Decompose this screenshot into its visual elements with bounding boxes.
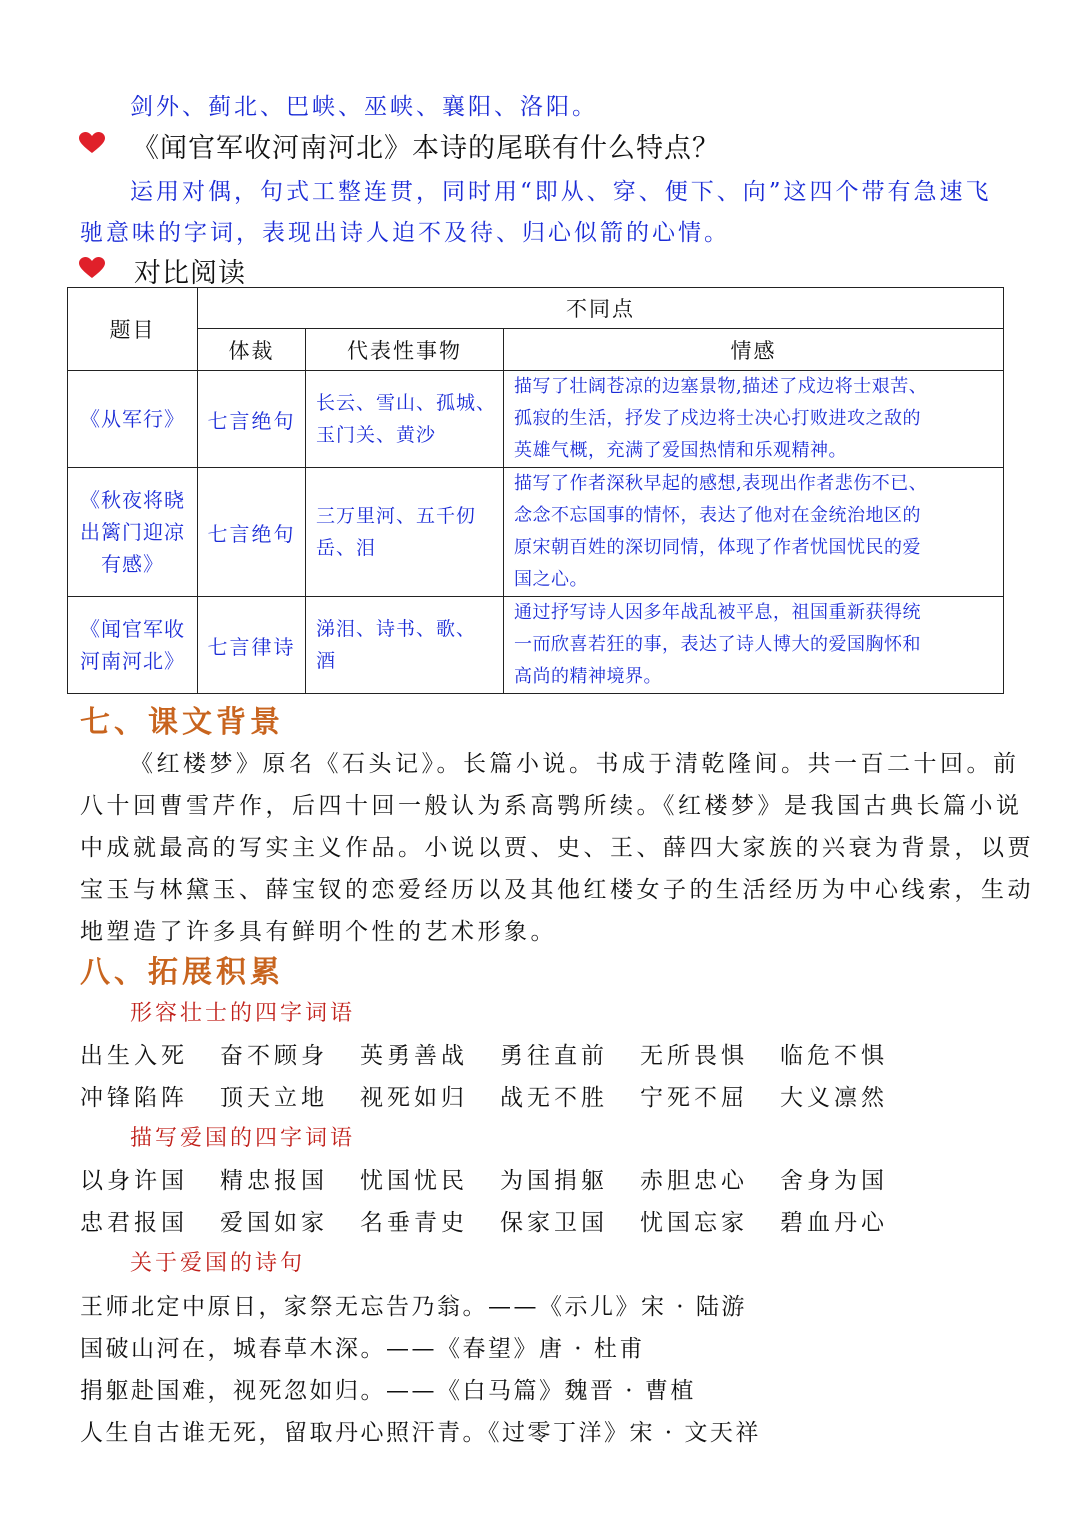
table-row: [68, 468, 1004, 597]
poem-items: 玉门关、黄沙: [316, 424, 437, 446]
idiom: 名垂青史: [360, 1210, 468, 1236]
paragraph-line: 八十回曹雪芹作，后四十回一般认为系高鹗所续。《红楼梦》是我国古典长篇小说: [80, 793, 1023, 819]
idiom: 勇往直前: [500, 1043, 608, 1069]
poem-title: 《秋夜将晓: [80, 488, 185, 512]
idiom: 英勇善战: [360, 1043, 468, 1069]
group-label-heroes: 形容壮士的四字词语: [130, 1001, 356, 1026]
poem-title: 《闻官军收: [80, 617, 185, 641]
answer-line: 驰意味的字词，表现出诗人迫不及待、归心似箭的心情。: [80, 220, 730, 246]
poem-emotion: 孤寂的生活，抒发了戍边将士决心打败进攻之敌的: [514, 408, 921, 429]
poem-line: 国破山河在，城春草木深。——《春望》唐 · 杜甫: [80, 1336, 645, 1362]
idiom: 忠君报国: [80, 1210, 188, 1236]
idiom: 战无不胜: [500, 1085, 608, 1111]
idiom: 无所畏惧: [640, 1043, 748, 1069]
idiom: 以身许国: [80, 1168, 188, 1194]
poem-line: 人生自古谁无死，留取丹心照汗青。《过零丁洋》宋 · 文天祥: [80, 1420, 761, 1446]
poem-emotion: 国之心。: [514, 569, 588, 590]
table-row: [68, 597, 1004, 694]
header-emotion: 情感: [504, 329, 1004, 371]
poem-title: 出篱门迎凉: [80, 520, 185, 544]
paragraph-line: 《红楼梦》原名《石头记》。长篇小说。书成于清乾隆间。共一百二十回。前: [130, 751, 1020, 777]
poem-items: 三万里河、五千仞: [316, 505, 477, 527]
group-label-patriotism: 描写爱国的四字词语: [130, 1126, 356, 1151]
poem-items: 涕泪、诗书、歌、: [316, 618, 477, 640]
header-differences: 不同点: [198, 288, 1004, 329]
section-heading-extension: 八、拓展积累: [80, 955, 284, 990]
idiom: 爱国如家: [220, 1210, 328, 1236]
comparison-table: [67, 287, 1004, 694]
heart-icon: [79, 257, 105, 279]
header-topic: 题目: [68, 288, 198, 371]
poem-emotion: 念念不忘国事的情怀，表达了他对在金统治地区的: [514, 505, 921, 526]
heart-icon: [79, 132, 105, 154]
compare-heading: 对比阅读: [134, 258, 246, 289]
poem-title: 有感》: [101, 552, 164, 576]
answer-line: 运用对偶，句式工整连贯，同时用“即从、穿、便下、向”这四个带有急速飞: [130, 179, 992, 205]
poem-emotion: 英雄气概，充满了爱国热情和乐观精神。: [514, 440, 847, 461]
header-items: 代表性事物: [306, 329, 504, 371]
idiom: 舍身为国: [780, 1168, 888, 1194]
idiom: 大义凛然: [780, 1085, 888, 1111]
word-row: [80, 1037, 920, 1070]
idiom: 视死如归: [360, 1085, 468, 1111]
idiom: 为国捐躯: [500, 1168, 608, 1194]
poem-emotion: 高尚的精神境界。: [514, 666, 662, 687]
poem-form: 七言律诗: [198, 597, 306, 694]
idiom: 精忠报国: [220, 1168, 328, 1194]
idiom: 赤胆忠心: [640, 1168, 748, 1194]
poem-emotion: 通过抒写诗人因多年战乱被平息，祖国重新获得统: [514, 602, 921, 623]
poem-form: 七言绝句: [198, 468, 306, 597]
poem-form: 七言绝句: [198, 371, 306, 468]
poem-emotion: 描写了作者深秋早起的感想,表现出作者悲伤不已、: [514, 473, 928, 494]
poem-items: 长云、雪山、孤城、: [316, 392, 497, 414]
idiom: 顶天立地: [220, 1085, 328, 1111]
paragraph-line: 中成就最高的写实主义作品。小说以贾、史、王、薛四大家族的兴衰为背景，以贾: [80, 835, 1034, 861]
poem-items: 岳、泪: [316, 537, 377, 559]
idiom: 冲锋陷阵: [80, 1085, 188, 1111]
paragraph-line: 地塑造了许多具有鲜明个性的艺术形象。: [80, 919, 557, 945]
idiom: 碧血丹心: [780, 1210, 888, 1236]
answer-places: 剑外、蓟北、巴峡、巫峡、襄阳、洛阳。: [130, 94, 598, 120]
group-label-poems: 关于爱国的诗句: [130, 1251, 306, 1276]
paragraph-line: 宝玉与林黛玉、薛宝钗的恋爱经历以及其他红楼女子的生活经历为中心线索，生动: [80, 877, 1034, 903]
poem-line: 捐躯赴国难，视死忽如归。——《白马篇》魏晋 · 曹植: [80, 1378, 696, 1404]
idiom: 奋不顾身: [220, 1043, 328, 1069]
question-tail-couplet: 《闻官军收河南河北》本诗的尾联有什么特点？: [132, 133, 720, 164]
word-row: [80, 1204, 920, 1237]
poem-emotion: 原宋朝百姓的深切同情，体现了作者忧国忧民的爱: [514, 537, 921, 558]
poem-title: 《从军行》: [80, 407, 185, 431]
idiom: 临危不惧: [780, 1043, 888, 1069]
poem-emotion: 描写了壮阔苍凉的边塞景物,描述了戍边将士艰苦、: [514, 376, 928, 397]
idiom: 忧国忘家: [640, 1210, 748, 1236]
idiom: 宁死不屈: [640, 1085, 748, 1111]
word-row: [80, 1162, 920, 1195]
word-row: [80, 1079, 920, 1112]
poem-items: 酒: [316, 650, 337, 672]
idiom: 忧国忧民: [360, 1168, 468, 1194]
idiom: 保家卫国: [500, 1210, 608, 1236]
header-form: 体裁: [198, 329, 306, 371]
section-heading-background: 七、课文背景: [80, 705, 284, 740]
table-row: [68, 371, 1004, 468]
idiom: 出生入死: [80, 1043, 188, 1069]
poem-emotion: 一而欣喜若狂的事，表达了诗人博大的爱国胸怀和: [514, 634, 921, 655]
poem-line: 王师北定中原日，家祭无忘告乃翁。——《示儿》宋 · 陆游: [80, 1294, 747, 1320]
poem-title: 河南河北》: [80, 649, 185, 673]
